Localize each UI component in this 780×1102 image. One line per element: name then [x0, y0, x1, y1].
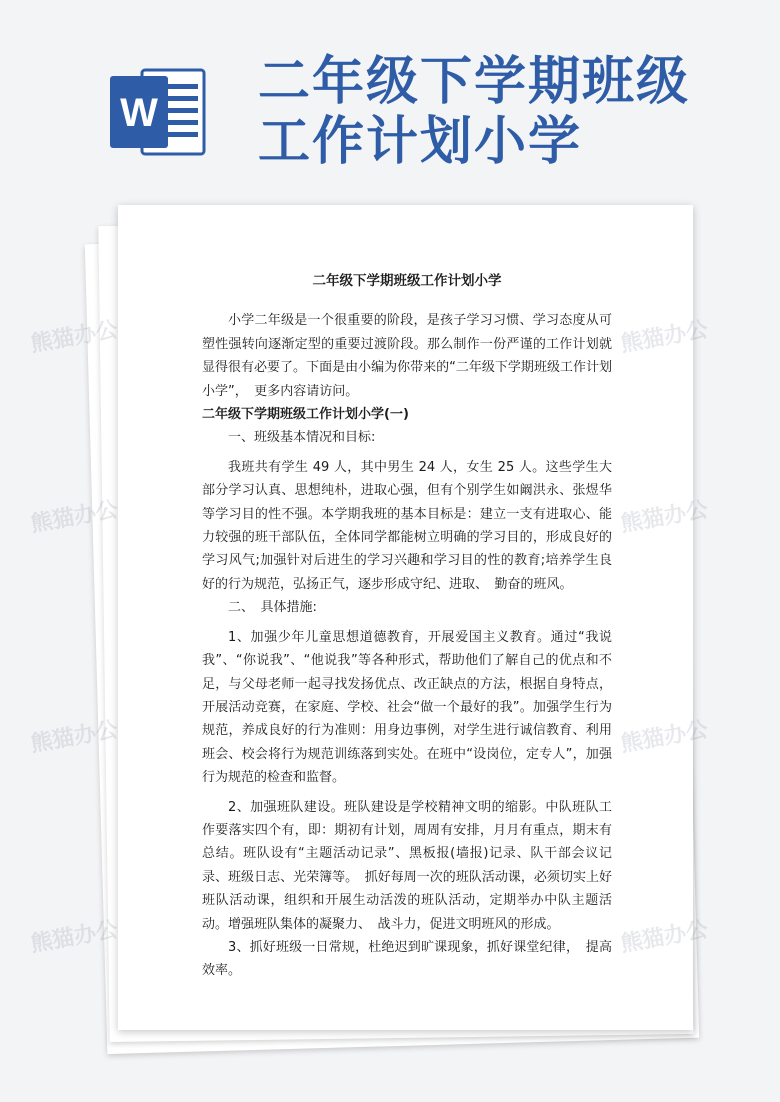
watermark: 熊猫办公	[28, 497, 120, 538]
part1-heading: 一、班级基本情况和目标:	[228, 430, 376, 446]
measure-3-paragraph: 3、抓好班级一日常规，杜绝迟到旷课现象，抓好课堂纪律， 提高效率。	[202, 939, 612, 979]
watermark: 熊猫办公	[28, 917, 120, 958]
measure-1-paragraph: 1、加强少年儿童思想道德教育，开展爱国主义教育。通过“我说我”、“你说我”、“他说我”等各种形式，帮助他们了解自己的优点和不足，与父母老师一起寻找发扬优点、改正缺点的方法，根据自身特点，开展活动竞赛，在家庭、学校、社会“做一个最好的我”。加强学生行为规范，养成良好的行为准则：用身边事例，对学生进行诚信教育、利用班会、校会将行为规范训练落到实处。在班中“设岗位，定专人”，加强行为规范的检查和监督。	[202, 629, 612, 786]
part2-heading: 二、 具体措施:	[228, 600, 317, 616]
measure-2-paragraph: 2、加强班队建设。班队建设是学校精神文明的缩影。中队班队工作要落实四个有，即：期初有计划，周周有安排，月月有重点，期末有总结。班队设有“主题活动记录”、黑板报(墙报)记录、队干部会议记录、班级日志、光荣簿等。 抓好每周一次的班队活动课，必须切实上好班队活动课，组织和开展生动活泼的班队活动，定期举办中队主题活动。增强班队集体的凝聚力、 战斗力，促进文明班风的形成。	[202, 799, 612, 932]
banner-title-line1: 二年级下学期班级	[258, 51, 691, 112]
watermark: 熊猫办公	[28, 717, 120, 758]
watermark: 熊猫办公	[28, 317, 120, 358]
word-icon-letter: W	[120, 91, 158, 135]
banner-title-line2: 工作计划小学	[258, 111, 583, 172]
part1-body: 我班共有学生 49 人，其中男生 24 人，女生 25 人。这些学生大部分学习认真、思想纯朴，进取心强，但有个别学生如阚洪永、张煜华等学习目的性不强。本学期我班的基本目标是：建立一支有进取心、能力较强的班干部队伍，全体同学都能树立明确的学习目的，形成良好的学习风气;加强针对后进生的学习兴趣和学习目的性的教育;培养学生良好的行为规范，弘扬正气，逐步形成守纪、进取、 勤奋的班风。	[202, 459, 612, 592]
intro-paragraph: 小学二年级是一个很重要的阶段，是孩子学习习惯、学习态度从可塑性强转向逐渐定型的重要过渡阶段。那么制作一份严谨的工作计划就显得很有必要了。下面是由小编为你带来的“二年级下学期班级工作计划小学”， 更多内容请访问。	[202, 313, 612, 399]
document-title: 二年级下学期班级工作计划小学	[312, 273, 502, 289]
document-body	[202, 270, 612, 983]
section-heading: 二年级下学期班级工作计划小学(一)	[202, 407, 409, 423]
banner-title	[258, 52, 690, 172]
word-document-icon	[108, 66, 208, 158]
header-banner	[0, 0, 780, 200]
